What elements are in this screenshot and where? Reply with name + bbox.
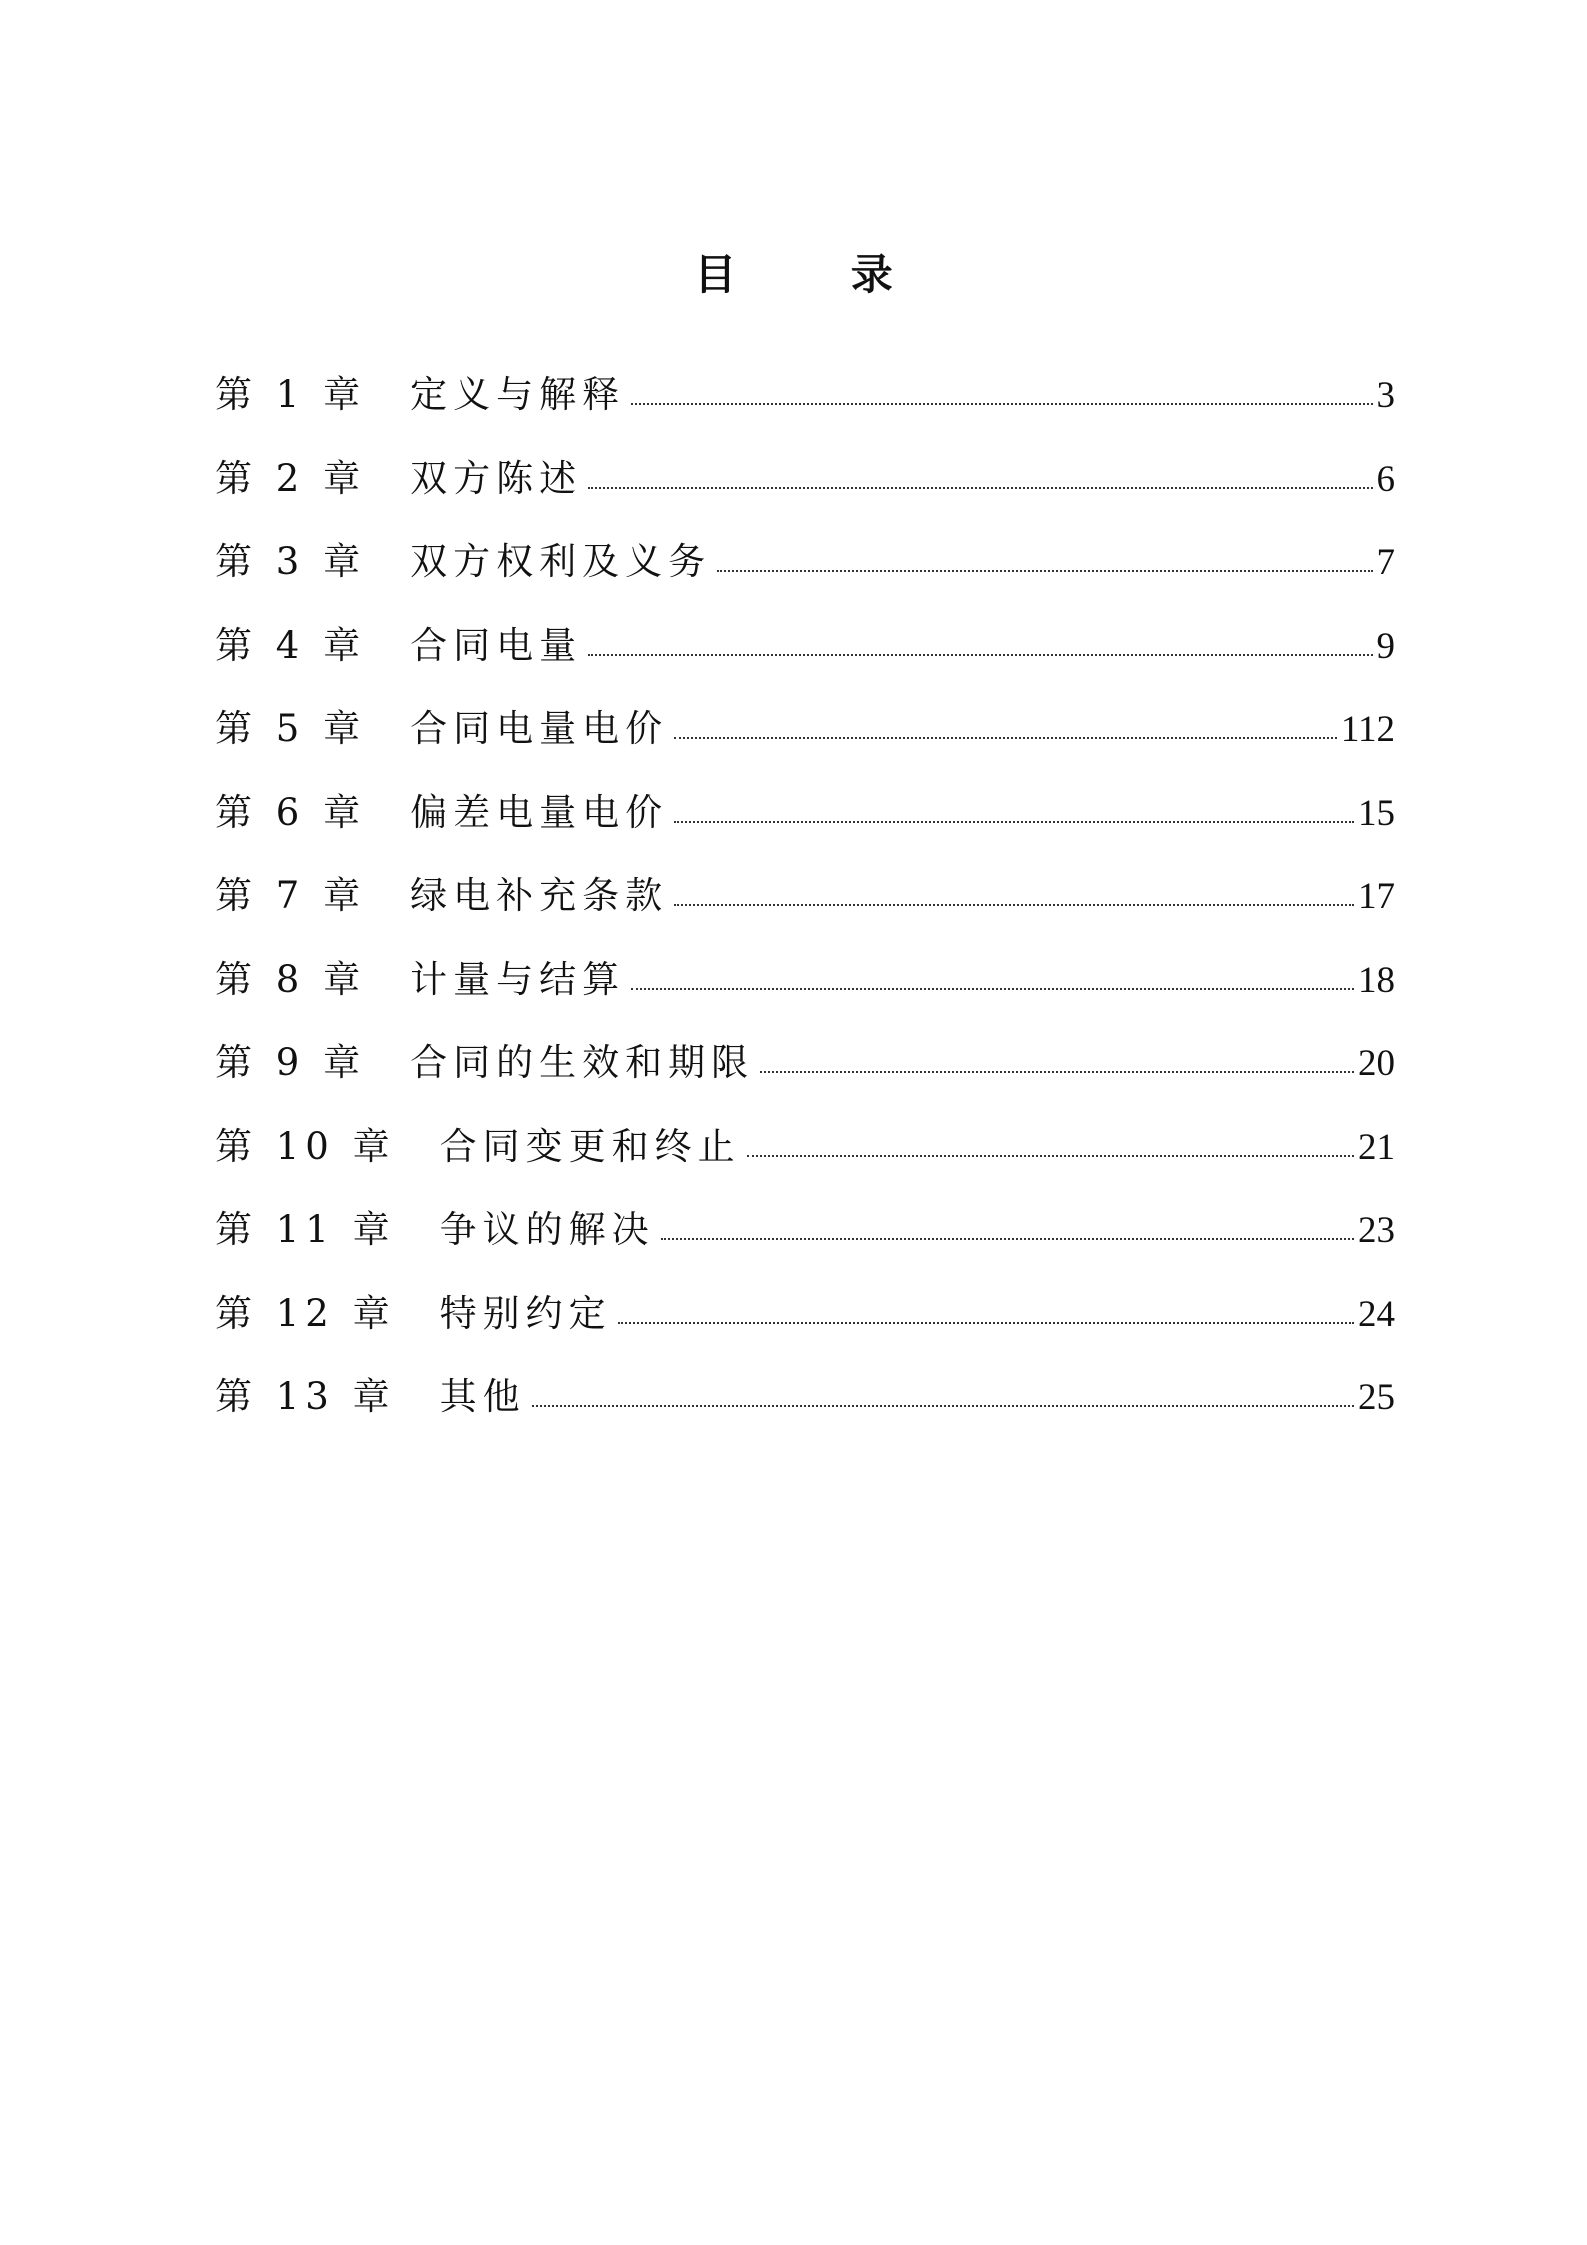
chapter-label: 第 12 章 [215, 1291, 396, 1335]
dot-leader [618, 1321, 1354, 1324]
dot-leader [674, 736, 1337, 739]
page-number: 6 [1376, 458, 1395, 500]
toc-title: 目 录 [694, 250, 943, 299]
chapter-label: 第 7 章 [215, 874, 367, 917]
toc-entry[interactable] [215, 1033, 1395, 1117]
toc-entry[interactable] [215, 365, 1395, 449]
page-number: 3 [1376, 375, 1395, 416]
chapter-label: 第 10 章 [215, 1124, 396, 1168]
page-number: 20 [1358, 1043, 1395, 1084]
chapter-label: 第 8 章 [215, 957, 367, 1001]
page-number: 25 [1358, 1377, 1395, 1418]
dot-leader [532, 1404, 1354, 1407]
toc-entry[interactable] [215, 616, 1395, 700]
dot-leader [631, 402, 1372, 405]
dot-leader [674, 903, 1354, 906]
dot-leader [631, 987, 1354, 990]
chapter-label: 第 1 章 [215, 373, 367, 416]
chapter-title: 合同电量电价 [410, 707, 669, 750]
page-number: 7 [1376, 542, 1395, 583]
dot-leader [760, 1070, 1354, 1073]
dot-leader [717, 569, 1372, 572]
toc-entry[interactable] [215, 699, 1395, 783]
chapter-title: 其他 [439, 1375, 526, 1418]
chapter-label: 第 9 章 [215, 1041, 367, 1084]
chapter-label: 第 2 章 [215, 456, 367, 500]
chapter-title: 定义与解释 [410, 373, 626, 416]
toc-entry[interactable] [215, 1200, 1395, 1284]
chapter-label: 第 3 章 [215, 540, 367, 583]
toc-entry[interactable] [215, 449, 1395, 533]
chapter-title: 偏差电量电价 [410, 790, 669, 834]
toc-entry[interactable] [215, 950, 1395, 1034]
chapter-label: 第 4 章 [215, 623, 367, 667]
chapter-title: 合同变更和终止 [439, 1124, 741, 1168]
chapter-label: 第 13 章 [215, 1375, 396, 1418]
chapter-label: 第 6 章 [215, 790, 367, 834]
toc-entry[interactable] [215, 866, 1395, 950]
dot-leader [588, 653, 1372, 656]
toc-entry[interactable] [215, 1367, 1395, 1451]
page-number: 17 [1358, 876, 1395, 917]
page-number: 21 [1358, 1126, 1395, 1168]
toc-list [215, 365, 1395, 1451]
dot-leader [674, 820, 1354, 823]
dot-leader [661, 1237, 1354, 1240]
chapter-title: 合同的生效和期限 [410, 1041, 755, 1084]
page-number: 23 [1358, 1210, 1395, 1251]
chapter-title: 绿电补充条款 [410, 874, 669, 917]
page-number: 9 [1376, 625, 1395, 667]
chapter-title: 计量与结算 [410, 957, 626, 1001]
chapter-label: 第 5 章 [215, 707, 367, 750]
chapter-title: 合同电量 [410, 623, 583, 667]
chapter-title: 双方陈述 [410, 456, 583, 500]
page-number: 112 [1340, 709, 1395, 750]
toc-entry[interactable] [215, 783, 1395, 867]
page-number: 24 [1358, 1293, 1395, 1335]
toc-entry[interactable] [215, 1117, 1395, 1201]
page-number: 18 [1358, 959, 1395, 1001]
toc-entry[interactable] [215, 1284, 1395, 1368]
dot-leader [588, 486, 1372, 489]
chapter-title: 双方权利及义务 [410, 540, 712, 583]
chapter-label: 第 11 章 [215, 1208, 396, 1251]
chapter-title: 争议的解决 [439, 1208, 655, 1251]
dot-leader [747, 1154, 1354, 1157]
toc-entry[interactable] [215, 532, 1395, 616]
page-number: 15 [1358, 792, 1395, 834]
chapter-title: 特别约定 [439, 1291, 612, 1335]
